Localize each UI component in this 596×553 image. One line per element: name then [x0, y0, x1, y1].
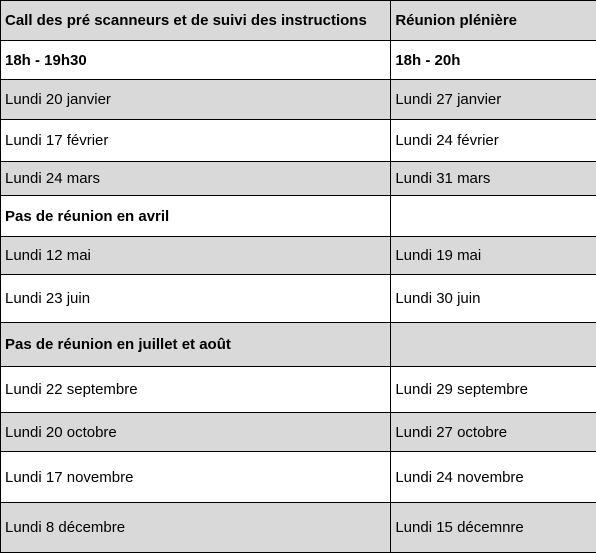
- cell-right: Lundi 30 juin: [395, 290, 481, 307]
- cell-left: Lundi 8 décembre: [1, 503, 391, 552]
- cell-left: Lundi 12 mai: [1, 237, 391, 274]
- cell-left: Lundi 20 janvier: [1, 80, 391, 119]
- table-row: [1, 503, 596, 553]
- table-row: [1, 323, 596, 367]
- cell-left: Lundi 17 février: [1, 120, 391, 161]
- table-row: [1, 413, 596, 452]
- table-row: [1, 237, 596, 275]
- cell-left: Pas de réunion en juillet et août: [1, 323, 391, 366]
- cell-left: Lundi 17 novembre: [1, 452, 391, 502]
- cell-right: Lundi 27 janvier: [395, 91, 502, 108]
- time-right: 18h - 20h: [395, 51, 461, 69]
- cell-right: Lundi 24 février: [395, 132, 499, 149]
- header-row: [1, 0, 596, 41]
- cell-right: [391, 196, 596, 236]
- time-left: 18h - 19h30: [1, 41, 391, 79]
- table-row: [1, 120, 596, 162]
- header-left: Call des pré scanneurs et de suivi des instructions: [1, 1, 391, 40]
- table-row: [1, 275, 596, 323]
- cell-right: Lundi 15 décemnre: [395, 519, 524, 536]
- cell-left: Lundi 22 septembre: [1, 367, 391, 412]
- table-row: [1, 367, 596, 413]
- cell-right: Lundi 31 mars: [395, 170, 491, 187]
- table-row: [1, 162, 596, 196]
- table-row: [1, 196, 596, 237]
- cell-left: Pas de réunion en avril: [1, 196, 391, 236]
- cell-left: Lundi 24 mars: [1, 162, 391, 195]
- cell-left: Lundi 23 juin: [1, 275, 391, 322]
- cell-right: Lundi 19 mai: [395, 247, 482, 264]
- table-row: [1, 452, 596, 503]
- cell-left: Lundi 20 octobre: [1, 413, 391, 451]
- cell-right: Lundi 29 septembre: [395, 381, 528, 398]
- cell-right: Lundi 27 octobre: [395, 423, 508, 441]
- cell-right: Lundi 24 novembre: [395, 468, 524, 486]
- times-row: [1, 41, 596, 80]
- cell-right: [391, 323, 596, 366]
- header-right: Réunion plénière: [395, 12, 518, 29]
- table-row: [1, 80, 596, 120]
